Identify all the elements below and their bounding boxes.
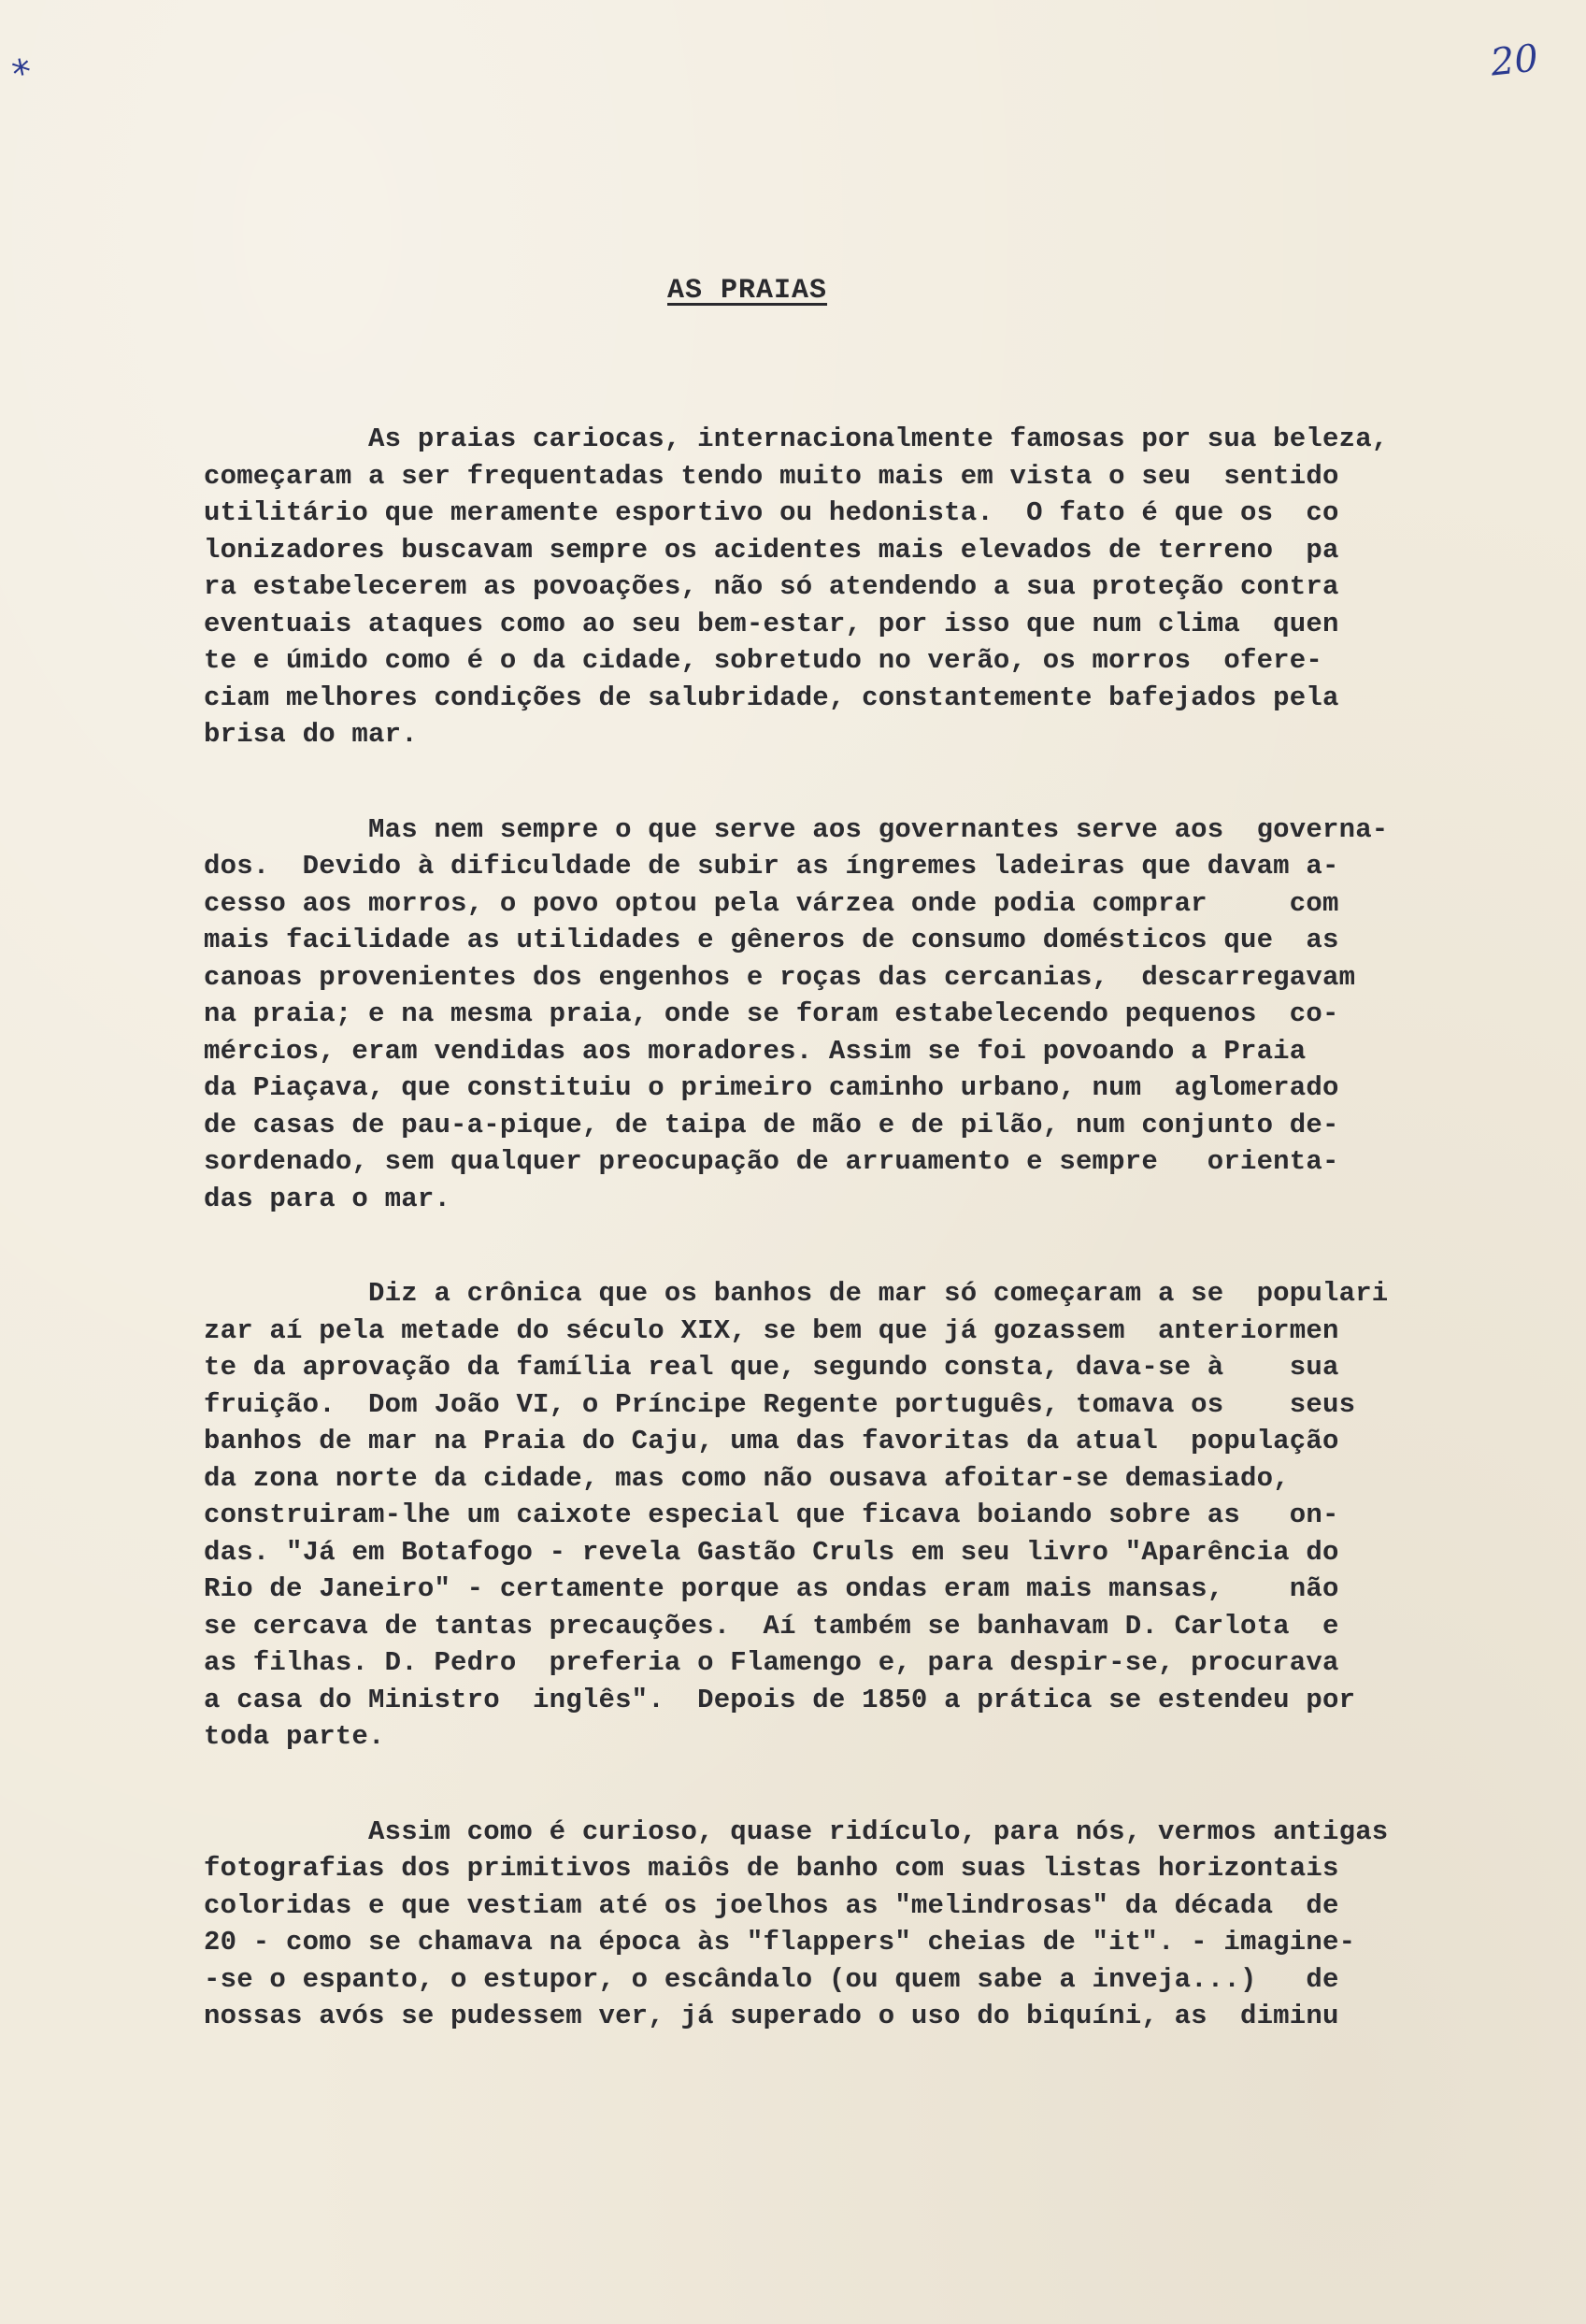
text-line: nossas avós se pudessem ver, já superado o uso do biquíni, as diminu — [204, 2001, 1339, 2031]
text-line: cesso aos morros, o povo optou pela várzea onde podia comprar com — [204, 887, 1339, 919]
text-line: na praia; e na mesma praia, onde se foram estabelecendo pequenos co- — [204, 998, 1339, 1029]
text-line: de casas de pau-a-pique, de taipa de mão e de pilão, num conjunto de- — [204, 1109, 1339, 1140]
text-line: brisa do mar. — [204, 719, 418, 750]
text-line: Rio de Janeiro" - certamente porque as ondas eram mais mansas, não — [204, 1573, 1339, 1604]
text-line: te da aprovação da família real que, segundo consta, dava-se à sua — [204, 1352, 1339, 1383]
text-line: se cercava de tantas precauções. Aí também se banhavam D. Carlota e — [204, 1610, 1339, 1642]
text-line: banhos de mar na Praia do Caju, uma das favoritas da atual população — [204, 1426, 1339, 1456]
text-line: mércios, eram vendidas aos moradores. Assim se foi povoando a Praia — [204, 1035, 1307, 1067]
paragraph — [204, 421, 1493, 753]
text-line: coloridas e que vestiam até os joelhos as "melindrosas" da década de — [204, 1889, 1339, 1921]
text-line: dos. Devido à dificuldade de subir as íngremes ladeiras que davam a- — [204, 851, 1339, 882]
text-line: As praias cariocas, internacionalmente famosas por sua beleza, — [204, 423, 1389, 454]
paragraph — [204, 1275, 1493, 1756]
text-line: ciam melhores condições de salubridade, constantemente bafejados pela — [204, 681, 1339, 713]
paragraph — [204, 811, 1493, 1218]
text-line: as filhas. D. Pedro preferia o Flamengo e, para despir-se, procurava — [204, 1647, 1339, 1678]
text-line: zar aí pela metade do século XIX, se bem que já gozassem anteriormen — [204, 1314, 1339, 1346]
text-line: fotografias dos primitivos maiôs de banho com suas listas horizontais — [204, 1853, 1339, 1884]
text-line: das para o mar. — [204, 1183, 451, 1214]
text-line: a casa do Ministro inglês". Depois de 1850 a prática se estendeu por — [204, 1684, 1356, 1715]
text-line: das. "Já em Botafogo - revela Gastão Cruls em seu livro "Aparência do — [204, 1536, 1339, 1568]
body-text — [204, 421, 1493, 2093]
text-line: eventuais ataques como ao seu bem-estar, por isso que num clima quen — [204, 608, 1339, 639]
text-line: da zona norte da cidade, mas como não ousava afoitar-se demasiado, — [204, 1462, 1290, 1494]
text-line: -se o espanto, o estupor, o escândalo (ou quem sabe a inveja...) de — [204, 1963, 1339, 1995]
text-line: fruição. Dom João VI, o Príncipe Regente português, tomava os seus — [204, 1388, 1356, 1420]
text-line: canoas provenientes dos engenhos e roças das cercanias, descarregavam — [204, 961, 1356, 993]
text-line: sordenado, sem qualquer preocupação de arruamento e sempre orienta- — [204, 1146, 1339, 1177]
text-line: Assim como é curioso, quase ridículo, para nós, vermos antigas — [204, 1815, 1389, 1847]
paragraph — [204, 1814, 1493, 2035]
page-number: 20 — [1488, 36, 1541, 85]
text-line: 20 - como se chamava na época às "flappers" cheias de "it". - imagine- — [204, 1927, 1356, 1958]
text-line: ra estabelecerem as povoações, não só atendendo a sua proteção contra — [204, 571, 1339, 602]
text-line: utilitário que meramente esportivo ou hedonista. O fato é que os co — [204, 497, 1339, 528]
page-title: AS PRAIAS — [667, 275, 828, 307]
text-line: te e úmido como é o da cidade, sobretudo no verão, os morros ofere- — [204, 645, 1322, 676]
text-line: mais facilidade as utilidades e gêneros de consumo domésticos que as — [204, 925, 1339, 955]
text-line: começaram a ser frequentadas tendo muito mais em vista o seu sentido — [204, 460, 1339, 492]
margin-mark: * — [8, 50, 36, 97]
text-line: Mas nem sempre o que serve aos governantes serve aos governa- — [204, 813, 1389, 845]
text-line: Diz a crônica que os banhos de mar só começaram a se populari — [204, 1278, 1389, 1309]
text-line: lonizadores buscavam sempre os acidentes mais elevados de terreno pa — [204, 534, 1339, 566]
text-line: construiram-lhe um caixote especial que ficava boiando sobre as on- — [204, 1499, 1339, 1530]
text-line: toda parte. — [204, 1721, 385, 1752]
text-line: da Piaçava, que constituiu o primeiro caminho urbano, num aglomerado — [204, 1072, 1339, 1103]
